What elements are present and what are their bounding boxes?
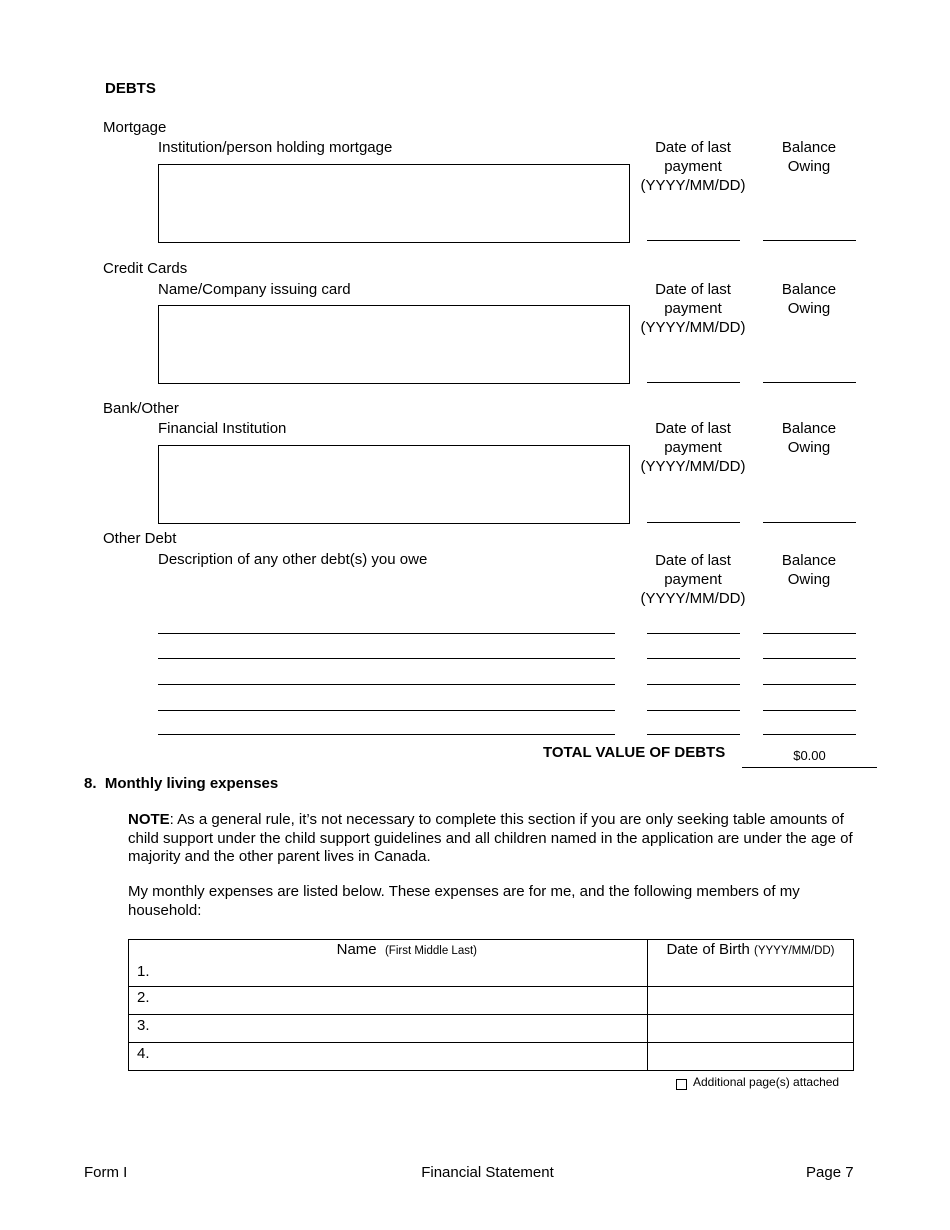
name-cell[interactable] [129, 1015, 492, 1043]
other-debt-date-field[interactable] [647, 658, 740, 659]
name-cell-extension[interactable] [492, 940, 648, 987]
dob-head-hint: (YYYY/MM/DD) [754, 945, 835, 957]
total-debts-underline [742, 767, 877, 768]
total-debts-label: TOTAL VALUE OF DEBTS [543, 744, 726, 761]
other-debt-date-head [632, 551, 754, 608]
row-number: 4. [137, 1045, 150, 1062]
dob-cell[interactable] [648, 1043, 854, 1071]
bank-other-balance-field[interactable] [763, 522, 856, 523]
name-cell[interactable] [129, 940, 492, 987]
note-text: : As a general rule, it’s not necessary to complete this section if you are only seeking table amounts of child support under the child support guidelines and all children named in the application are under the age of majority and the other parent lives in Canada. [128, 811, 853, 865]
other-debt-description-field[interactable] [158, 684, 615, 685]
mortgage-label: Institution/person holding mortgage [158, 139, 393, 156]
mortgage-balance-field[interactable] [763, 240, 856, 241]
section-8-heading: 8. Monthly living expenses [84, 775, 279, 792]
balance-head-line: Balance [781, 420, 837, 437]
mortgage-balance-head [762, 138, 856, 176]
other-debt-date-field[interactable] [647, 684, 740, 685]
row-number: 2. [137, 989, 150, 1006]
other-debt-balance-head [762, 551, 856, 589]
mortgage-date-head [632, 138, 754, 195]
other-debt-description-field[interactable] [158, 710, 615, 711]
dob-cell[interactable] [648, 1015, 854, 1043]
other-debt-balance-field[interactable] [763, 710, 856, 711]
table-row [129, 987, 854, 1015]
name-cell-extension[interactable] [492, 987, 648, 1015]
date-head-line: Date of last [655, 420, 731, 437]
bank-other-date-field[interactable] [647, 522, 740, 523]
mortgage-date-field[interactable] [647, 240, 740, 241]
credit-cards-balance-field[interactable] [763, 382, 856, 383]
date-head-line: Date of last [655, 552, 731, 569]
date-head-line: (YYYY/MM/DD) [640, 590, 746, 607]
dob-column-head [648, 941, 853, 958]
footer-page-number: Page 7 [806, 1164, 854, 1181]
additional-pages-label: Additional page(s) attached [693, 1075, 840, 1089]
dob-cell[interactable] [648, 987, 854, 1015]
credit-cards-date-field[interactable] [647, 382, 740, 383]
other-debt-description-field[interactable] [158, 734, 615, 735]
balance-head-line: Balance [781, 139, 837, 156]
name-column-head [129, 941, 491, 958]
date-head-line: (YYYY/MM/DD) [640, 177, 746, 194]
date-head-line: Date of last [655, 281, 731, 298]
additional-pages-checkbox[interactable] [676, 1079, 687, 1090]
other-debt-date-field[interactable] [647, 633, 740, 634]
footer-title: Financial Statement [421, 1164, 554, 1181]
debts-heading: DEBTS [105, 80, 156, 97]
household-intro: My monthly expenses are listed below. These expenses are for me, and the following members of my household: [128, 883, 800, 919]
row-number: 3. [137, 1017, 150, 1034]
other-debt-label: Description of any other debt(s) you owe [158, 551, 428, 568]
footer-form-id: Form I [84, 1164, 128, 1181]
mortgage-institution-field[interactable] [158, 164, 630, 243]
table-row [129, 1015, 854, 1043]
date-head-line: payment [664, 300, 722, 317]
name-cell-extension[interactable] [492, 1043, 648, 1071]
other-debt-balance-field[interactable] [763, 633, 856, 634]
other-debt-date-field[interactable] [647, 710, 740, 711]
note-paragraph [128, 811, 858, 867]
row-number: 1. [137, 963, 150, 980]
balance-head-line: Owing [787, 300, 831, 317]
date-head-line: (YYYY/MM/DD) [640, 319, 746, 336]
balance-head-line: Owing [787, 439, 831, 456]
bank-other-balance-head [762, 419, 856, 457]
credit-card-issuer-field[interactable] [158, 305, 630, 384]
balance-head-line: Balance [781, 281, 837, 298]
other-debt-date-field[interactable] [647, 734, 740, 735]
other-debt-description-field[interactable] [158, 633, 615, 634]
table-row [129, 940, 854, 987]
table-row [129, 1043, 854, 1071]
other-debt-balance-field[interactable] [763, 658, 856, 659]
mortgage-title: Mortgage [103, 119, 167, 136]
name-cell[interactable] [129, 1043, 492, 1071]
name-cell-extension[interactable] [492, 1015, 648, 1043]
bank-other-title: Bank/Other [103, 400, 179, 417]
bank-other-date-head [632, 419, 754, 476]
date-head-line: payment [664, 439, 722, 456]
total-debts-value[interactable]: $0.00 [793, 748, 826, 763]
other-debt-title: Other Debt [103, 530, 177, 547]
dob-head-label: Date of Birth [666, 941, 750, 958]
other-debt-description-field[interactable] [158, 658, 615, 659]
date-head-line: (YYYY/MM/DD) [640, 458, 746, 475]
other-debt-balance-field[interactable] [763, 684, 856, 685]
date-head-line: payment [664, 571, 722, 588]
bank-other-label: Financial Institution [158, 420, 287, 437]
dob-cell[interactable] [648, 940, 854, 987]
balance-head-line: Owing [787, 158, 831, 175]
credit-cards-title: Credit Cards [103, 260, 188, 277]
household-members-table [128, 939, 854, 1071]
balance-head-line: Balance [781, 552, 837, 569]
other-debt-balance-field[interactable] [763, 734, 856, 735]
credit-cards-balance-head [762, 280, 856, 318]
balance-head-line: Owing [787, 571, 831, 588]
financial-institution-field[interactable] [158, 445, 630, 524]
date-head-line: Date of last [655, 139, 731, 156]
credit-cards-label: Name/Company issuing card [158, 281, 351, 298]
name-head-label: Name [336, 941, 377, 958]
name-cell[interactable] [129, 987, 492, 1015]
date-head-line: payment [664, 158, 722, 175]
note-label: NOTE [128, 811, 170, 828]
name-head-hint: (First Middle Last) [384, 945, 477, 957]
credit-cards-date-head [632, 280, 754, 337]
